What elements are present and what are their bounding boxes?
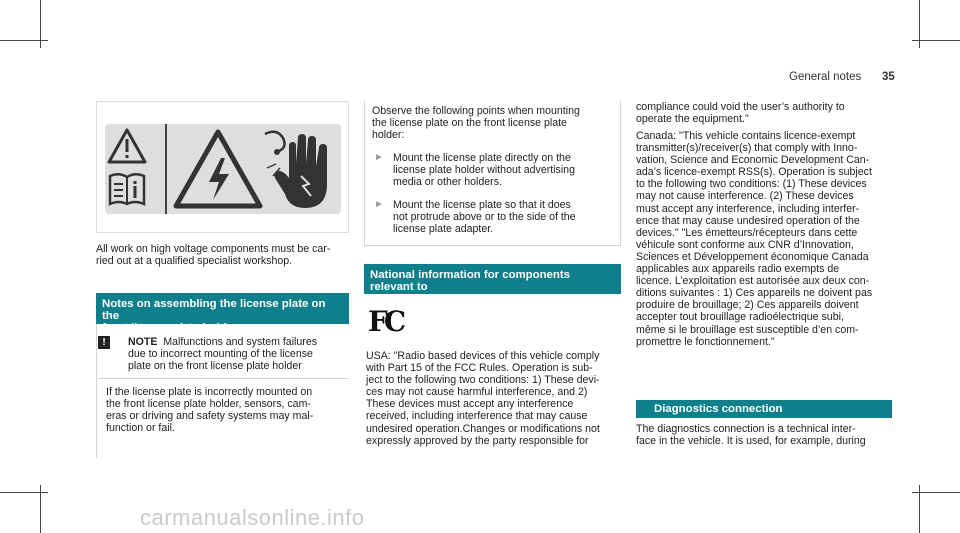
section-heading-license-plate — [96, 293, 349, 334]
canada-line: may not cause interference. (2) These devices — [636, 190, 854, 203]
crop-mark — [912, 492, 960, 493]
canada-line: transmitter(s)/receiver(s) that comply with Inno- — [636, 142, 858, 155]
note-body-line: the front license plate holder, sensors, cam- — [106, 398, 311, 411]
canada-line: véhicule sont conforme aux CNR d’Innovation, — [636, 238, 854, 251]
bullet-line: license plate holder without advertising — [393, 164, 575, 177]
diag-line: The diagnostics connection is a technical inter- — [636, 423, 856, 435]
bullet-arrow-icon: ► — [374, 199, 384, 210]
diagnostics-text — [636, 423, 900, 447]
canada-line: Canada: "This vehicle contains licence-exempt — [636, 130, 856, 142]
usa-line: These devices must accept any interference — [366, 398, 574, 411]
note-first: Malfunctions and system failures — [163, 336, 318, 348]
note-text — [128, 336, 348, 372]
canada-line: promettre le fonctionnement." — [636, 335, 775, 348]
note-divider — [98, 378, 349, 379]
note-line: due to incorrect mounting of the license — [128, 348, 313, 361]
note-body-line: function or fail. — [106, 422, 175, 435]
crop-mark — [0, 40, 48, 41]
usa-line: with Part 15 of the FCC Rules. Operation is sub- — [366, 362, 593, 375]
intro-line: holder: — [372, 129, 405, 142]
note-body-line: If the license plate is incorrectly mounted on — [106, 386, 313, 398]
usa-line: USA: "Radio based devices of this vehicle comply — [366, 350, 600, 362]
note-label: NOTE — [128, 336, 158, 348]
canada-text — [636, 130, 900, 348]
canada-line: applicables aux appareils radio exempts de — [636, 263, 840, 276]
crop-mark — [912, 40, 960, 41]
section-heading-diagnostics — [636, 400, 892, 418]
heading-line: Notes on assembling the license plate on the — [102, 298, 326, 322]
canada-line: licence. L’exploitation est autorisée aux deux con- — [636, 275, 870, 288]
usa-line: undesired operation.Changes or modifications not — [366, 422, 600, 435]
section-title: General notes — [789, 71, 862, 83]
caption-line: All work on high voltage components must be car- — [96, 243, 331, 255]
usa-text — [366, 350, 626, 447]
note-body — [106, 386, 346, 434]
intro-line: Observe the following points when mounting — [372, 105, 580, 117]
compliance-text — [636, 101, 900, 125]
watermark: carmanualsonline.info — [140, 505, 365, 530]
canada-line: must accept any interference, including interfer- — [636, 202, 860, 215]
usa-line: received, including interference that may cause — [366, 410, 588, 423]
diag-line: face in the vehicle. It is used, for example, during — [636, 435, 866, 448]
caption-line: ried out at a qualified specialist workshop. — [96, 255, 293, 268]
bullet-line: media or other holders. — [393, 176, 502, 189]
compliance-line: operate the equipment." — [636, 113, 749, 126]
canada-line: to the following two conditions: (1) These devices — [636, 178, 867, 191]
canada-line: ada’s licence-exempt RSS(s). Operation is subject — [636, 166, 872, 179]
bullet-line: Mount the license plate directly on the — [393, 152, 571, 164]
section-heading-radio-regulation — [364, 264, 621, 305]
canada-line: même si le brouillage est susceptible d’en com- — [636, 323, 859, 336]
bullet-item — [393, 152, 618, 188]
intro-line: the license plate on the front license plate — [372, 117, 567, 130]
canada-line: vation, Science and Economic Development Can- — [636, 154, 870, 167]
bullet-line: not protrude above or to the side of the — [393, 211, 576, 224]
canada-line: ence that may cause undesired operation of the — [636, 214, 860, 227]
bullet-arrow-icon: ► — [374, 152, 384, 163]
page-number: 35 — [882, 71, 895, 83]
note-body-line: eras or driving and safety systems may mal- — [106, 410, 314, 423]
high-voltage-warning-icon — [105, 124, 341, 214]
usa-line: expressly approved by the party responsible for — [366, 434, 589, 447]
canada-line: devices." "Les émetteurs/récepteurs dans cette — [636, 226, 858, 239]
canada-line: produire de brouillage; 2) Ces appareils doivent — [636, 299, 859, 312]
fcc-logo: FC — [368, 305, 403, 338]
canada-line: ditions suivantes : 1) Ces appareils ne doivent pas — [636, 287, 873, 300]
heading-line: Diagnostics connection — [654, 403, 783, 415]
crop-mark — [0, 492, 48, 493]
heading-line: front license plate holder — [102, 322, 238, 334]
heading-line: radio regulation — [370, 293, 457, 305]
instruction-intro — [372, 105, 617, 141]
caption — [96, 243, 356, 267]
canada-line: accepter tout brouillage radioélectrique subi, — [636, 311, 844, 324]
bullet-line: license plate adapter. — [393, 223, 494, 236]
canada-line: Sciences et Développement économique Canada — [636, 250, 869, 263]
usa-line: ject to the following two conditions: 1) These devi- — [366, 374, 600, 387]
heading-line: National information for components relevant to — [370, 269, 570, 293]
note-warning-icon: ! — [98, 336, 110, 349]
usa-line: ces may not cause harmful interference, and 2) — [366, 386, 588, 399]
bullet-item — [393, 199, 618, 235]
bullet-line: Mount the license plate so that it does — [393, 199, 571, 211]
warning-symbols-image — [96, 101, 349, 233]
note-line: plate on the front license plate holder — [128, 360, 302, 373]
compliance-line: compliance could void the user’s authority to — [636, 101, 845, 113]
